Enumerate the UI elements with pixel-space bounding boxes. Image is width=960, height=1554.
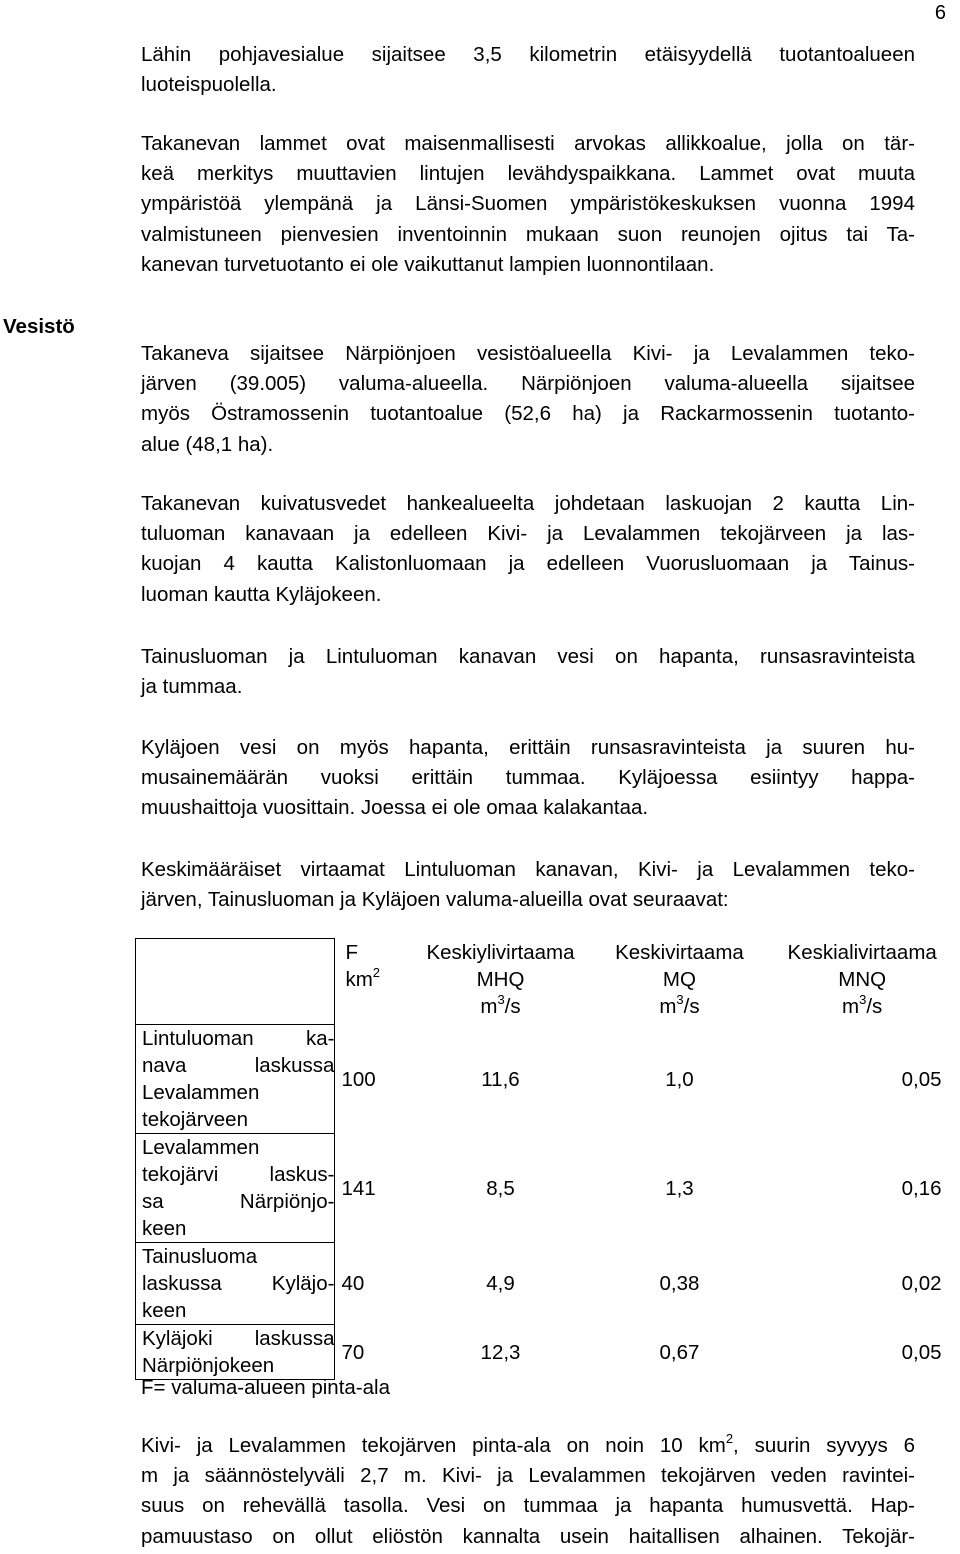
- text-line: kuojan 4 kautta Kalistonluomaan ja edelleen Vuorusluomaan ja Tainus-: [141, 552, 915, 576]
- paragraph-kylajoki: [141, 733, 915, 824]
- paragraph-reservoir: [141, 1431, 915, 1552]
- cell-mhq: 12,3: [480, 1340, 521, 1364]
- cell-mq: 1,0: [665, 1067, 694, 1091]
- row-label-line: keen: [142, 1217, 187, 1240]
- text-line: Takanevan kuivatusvedet hankealueelta johdetaan laskuojan 2 kautta Lin-: [141, 492, 915, 515]
- header-f-unit: km: [345, 967, 373, 991]
- text-line: ja tummaa.: [141, 675, 243, 699]
- table-row: [136, 1134, 960, 1243]
- text-line: järven (39.005) valuma-alueella. Närpiönjoen valuma-alueella sijaitsee: [141, 372, 915, 396]
- text-fragment: , suurin syvyys 6: [733, 1434, 915, 1457]
- header-mnq-title: Keskialivirtaama: [787, 940, 937, 964]
- cell-mnq: 0,16: [901, 1176, 942, 1200]
- row-label-line: Tainusluoma: [142, 1245, 258, 1268]
- table-footnote: F= valuma-alueen pinta-ala: [141, 1376, 390, 1399]
- paragraph-watershed: [141, 339, 915, 460]
- paragraph-groundwater: [141, 40, 915, 100]
- header-f-symbol: F: [345, 940, 358, 964]
- table-row: [136, 1025, 960, 1134]
- page-number: 6: [934, 2, 946, 24]
- header-mq: [594, 939, 765, 1025]
- row-label-line: Levalammen: [142, 1136, 260, 1159]
- header-mnq-sup: 3: [859, 991, 867, 1007]
- header-mhq-title: Keskiylivirtaama: [426, 940, 575, 964]
- cell-mq: 1,3: [665, 1176, 694, 1200]
- header-mnq-abbr: MNQ: [838, 967, 887, 991]
- cell-f: 70: [341, 1340, 365, 1364]
- row-label-line: Lintuluoman ka-: [142, 1027, 335, 1050]
- text-line: musainemäärän vuoksi erittäin tummaa. Kyläjoessa esiintyy happa-: [141, 766, 915, 790]
- header-mnq-unit: m: [842, 994, 860, 1018]
- header-mnq: [765, 939, 960, 1025]
- text-line: kanevan turvetuotanto ei ole vaikuttanut lampien luonnontilaan.: [141, 252, 715, 276]
- row-label-line: nava laskussa: [142, 1054, 335, 1077]
- header-mhq-abbr: MHQ: [476, 967, 525, 991]
- text-line: [141, 1431, 915, 1461]
- flow-table: [135, 938, 960, 1380]
- header-f-sup: 2: [372, 964, 381, 980]
- row-label-line: tekojärveen: [142, 1108, 248, 1131]
- cell-f: 40: [341, 1272, 365, 1295]
- cell-mhq: 4,9: [486, 1272, 515, 1295]
- text-line: keä merkitys muuttavien lintujen levähdyspaikkana. Lammet ovat muuta: [141, 162, 915, 186]
- row-label: [136, 1134, 335, 1243]
- cell-mhq: 8,5: [486, 1176, 515, 1200]
- table-header-row: [136, 939, 960, 1025]
- header-mhq-unit-tail: /s: [504, 994, 521, 1018]
- header-f: [335, 939, 407, 1025]
- header-mq-unit-tail: /s: [683, 994, 700, 1018]
- text-line: alue (48,1 ha).: [141, 432, 274, 456]
- cell-mq: 0,67: [659, 1340, 700, 1364]
- row-label: [136, 1243, 335, 1325]
- row-label-line: sa Närpiönjo-: [142, 1190, 335, 1213]
- text-line: Takaneva sijaitsee Närpiönjoen vesistöalueella Kivi- ja Levalammen teko-: [141, 342, 915, 365]
- header-mq-abbr: MQ: [662, 967, 696, 991]
- text-fragment: Kivi- ja Levalammen tekojärven pinta-ala on noin 10 km: [141, 1434, 726, 1457]
- text-line: Lähin pohjavesialue sijaitsee 3,5 kilometrin etäisyydellä tuotantoalueen: [141, 43, 915, 66]
- text-line: luoman kautta Kyläjokeen.: [141, 582, 382, 606]
- header-mhq: [407, 939, 594, 1025]
- row-label-line: Närpiönjokeen: [142, 1354, 275, 1377]
- header-mq-title: Keskivirtaama: [615, 940, 744, 964]
- text-line: luoteispuolella.: [141, 73, 277, 97]
- text-line: Tainusluoman ja Lintuluoman kanavan vesi on hapanta, runsasravinteista: [141, 645, 915, 668]
- cell-f: 141: [341, 1176, 376, 1200]
- row-label-line: keen: [142, 1299, 187, 1322]
- text-line: ympäristöä ylempänä ja Länsi-Suomen ympäristökeskuksen vuonna 1994: [141, 192, 915, 216]
- header-empty-cell: [136, 939, 335, 1025]
- text-line: suus on rehevällä tasolla. Vesi on tummaa ja hapanta humusvettä. Hap-: [141, 1494, 915, 1518]
- cell-mhq: 11,6: [481, 1067, 520, 1091]
- row-label-line: laskussa Kyläjo-: [142, 1272, 335, 1295]
- side-heading-vesisto: Vesistö: [3, 315, 75, 338]
- header-mq-unit: m: [659, 994, 677, 1018]
- text-line: myös Östramossenin tuotantoalue (52,6 ha) ja Rackarmossenin tuotanto-: [141, 402, 915, 426]
- paragraph-acidic-water: [141, 642, 915, 702]
- paragraph-drainage: [141, 489, 915, 610]
- superscript: 2: [725, 1431, 734, 1447]
- row-label: [136, 1025, 335, 1134]
- text-line: Takanevan lammet ovat maisenmallisesti arvokas allikkoalue, jolla on tär-: [141, 132, 915, 155]
- row-label: [136, 1325, 335, 1380]
- paragraph-flows-intro: [141, 855, 915, 915]
- text-line: muushaittoja vuosittain. Joessa ei ole omaa kalakantaa.: [141, 796, 649, 820]
- cell-mnq: 0,02: [901, 1272, 942, 1295]
- text-line: tuluoman kanavaan ja edelleen Kivi- ja Levalammen tekojärveen ja las-: [141, 522, 915, 546]
- text-line: pamuustaso on ollut eliöstön kannalta usein haitallisen alhainen. Tekojär-: [141, 1524, 915, 1548]
- table-row: [136, 1325, 960, 1380]
- text-line: m ja säännöstelyväli 2,7 m. Kivi- ja Levalammen tekojärven veden ravintei-: [141, 1464, 915, 1488]
- text-line: Kyläjoen vesi on myös hapanta, erittäin runsasravinteista ja suuren hu-: [141, 736, 915, 759]
- cell-f: 100: [341, 1067, 376, 1091]
- header-mhq-unit: m: [480, 994, 498, 1018]
- row-label-line: tekojärvi laskus-: [142, 1163, 335, 1186]
- text-line: järven, Tainusluoman ja Kyläjoen valuma-alueilla ovat seuraavat:: [141, 888, 729, 912]
- cell-mnq: 0,05: [901, 1340, 942, 1364]
- text-line: Keskimääräiset virtaamat Lintuluoman kanavan, Kivi- ja Levalammen teko-: [141, 858, 915, 881]
- text-line: valmistuneen pienvesien inventoinnin mukaan suon reunojen ojitus tai Ta-: [141, 222, 915, 246]
- paragraph-ponds: [141, 129, 915, 280]
- row-label-line: Kyläjoki laskussa: [142, 1327, 335, 1350]
- header-mhq-sup: 3: [497, 991, 505, 1007]
- cell-mq: 0,38: [659, 1272, 700, 1295]
- cell-mnq: 0,05: [901, 1067, 942, 1091]
- row-label-line: Levalammen: [142, 1081, 260, 1104]
- header-mq-sup: 3: [676, 991, 684, 1007]
- header-mnq-unit-tail: /s: [866, 994, 883, 1018]
- table-row: [136, 1243, 960, 1325]
